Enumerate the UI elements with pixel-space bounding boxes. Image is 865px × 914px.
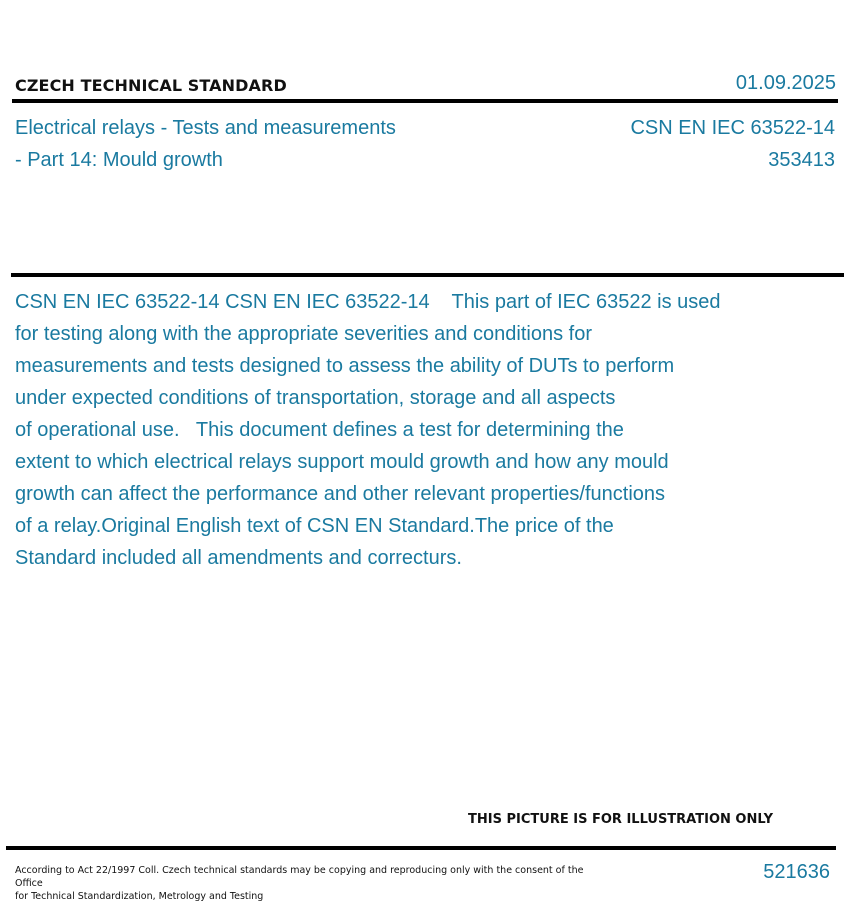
catalog-number: 521636	[763, 861, 830, 883]
legal-notice	[15, 864, 595, 903]
title-rule	[11, 273, 844, 277]
class-number: 353413	[768, 149, 835, 171]
footer-rule	[6, 846, 836, 850]
abstract-text: CSN EN IEC 63522-14 CSN EN IEC 63522-14 This part of IEC 63522 is used for testing along with the appropriate severities and conditions for measurements and tests designed to assess the ability of DUTs to perform under expected conditions of transportation, storage and all aspects of operational use. This document defines a test for determining the extent to which electrical relays support mould growth and how any mould growth can affect the performance and other relevant properties/functions of a relay.Original English text of CSN EN Standard.The price of the Standard included all amendments and correcturs.	[15, 291, 721, 569]
legal-notice-line1: According to Act 22/1997 Coll. Czech technical standards may be copying and reproducing only with the consent of the Office	[15, 865, 584, 889]
illustration-disclaimer: THIS PICTURE IS FOR ILLUSTRATION ONLY	[468, 812, 773, 827]
header-rule	[12, 99, 838, 103]
standard-code: CSN EN IEC 63522-14	[630, 117, 835, 139]
legal-notice-line2: for Technical Standardization, Metrology and Testing	[15, 891, 264, 902]
standard-title-line2: - Part 14: Mould growth	[15, 149, 223, 171]
publication-date: 01.09.2025	[735, 72, 836, 94]
document-type-label: CZECH TECHNICAL STANDARD	[15, 76, 287, 95]
standard-title-line1: Electrical relays - Tests and measurements	[15, 117, 396, 139]
